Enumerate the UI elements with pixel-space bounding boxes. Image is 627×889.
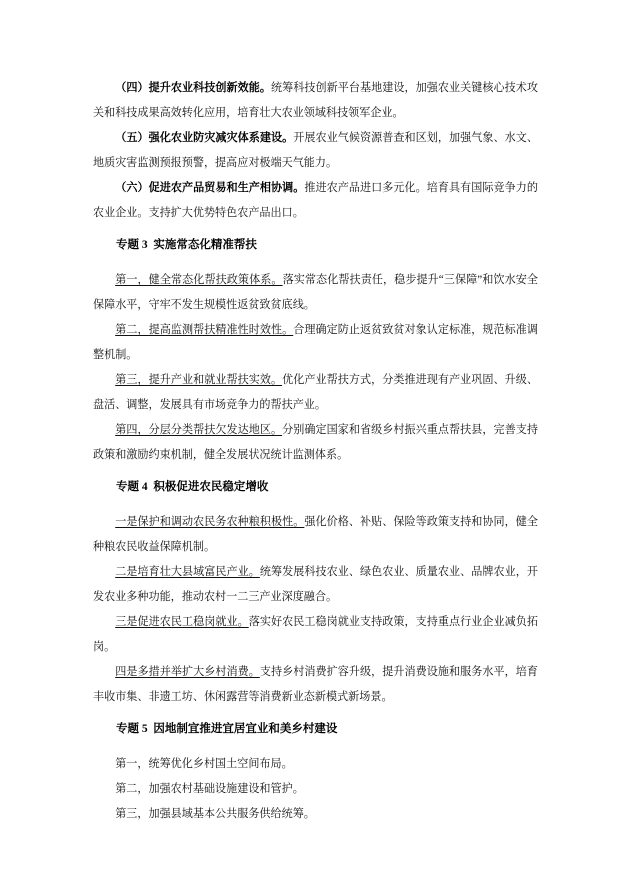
paragraph <box>93 318 538 368</box>
paragraph-body: 支持乡村消费扩容升级，提升消费设施和服务水平，培育丰收市集、非遗工坊、休闲露营等消费新业态新模式新场景。 <box>93 666 538 703</box>
paragraph <box>93 560 538 610</box>
paragraph <box>93 368 538 418</box>
paragraph-lead: 一是保护和调动农民务农种粮积极性。 <box>115 516 305 528</box>
paragraph-lead: 第三，提升产业和就业帮扶实效。 <box>115 374 283 386</box>
paragraph-body: 优化产业帮扶方式，分类推进现有产业巩固、升级、盘活、调整，发展具有市场竞争力的帮扶产业。 <box>93 374 538 411</box>
paragraph-body: 推进农产品进口多元化。培育具有国际竞争力的农业企业。支持扩大优势特色农产品出口。 <box>93 182 538 219</box>
paragraph-lead: 四是多措并举扩大乡村消费。 <box>115 666 260 678</box>
section-heading: 专题 3 实施常态化精准帮扶 <box>116 239 257 251</box>
paragraph <box>93 126 538 176</box>
paragraph: 第二，加强农村基础设施建设和管护。 <box>115 783 304 795</box>
paragraph-lead: 第二，提高监测帮扶精准性时效性。 <box>115 324 294 336</box>
paragraph-lead: （四）提升农业科技创新效能。 <box>115 82 271 94</box>
paragraph-lead: 第一，健全常态化帮扶政策体系。 <box>115 274 283 286</box>
paragraph-lead: 二是培育壮大县域富民产业。 <box>115 566 260 578</box>
paragraph-body: 合理确定防止返贫致贫对象认定标准，规范标准调整机制。 <box>93 324 538 361</box>
paragraph-body: 分别确定国家和省级乡村振兴重点帮扶县，完善支持政策和激励约束机制，健全发展状况统计监测体系。 <box>93 424 538 461</box>
document-body <box>93 76 538 827</box>
paragraph <box>93 176 538 226</box>
paragraph: 第一，统筹优化乡村国土空间布局。 <box>115 758 293 770</box>
section-heading: 专题 4 积极促进农民稳定增收 <box>116 481 269 493</box>
paragraph <box>93 510 538 560</box>
paragraph-lead: （五）强化农业防灾减灾体系建设。 <box>115 132 294 144</box>
paragraph <box>93 76 538 126</box>
paragraph-lead: 第四，分层分类帮扶欠发达地区。 <box>115 424 283 436</box>
paragraph-body: 统筹发展科技农业、绿色农业、质量农业、品牌农业，开发农业多种功能，推动农村一二三产业深度融合。 <box>93 566 538 603</box>
paragraph <box>93 418 538 468</box>
paragraph-body: 统筹科技创新平台基地建设，加强农业关键核心技术攻关和科技成果高效转化应用，培育壮大农业领域科技领军企业。 <box>93 82 538 119</box>
paragraph-lead: 三是促进农民工稳岗就业。 <box>115 616 249 628</box>
paragraph <box>93 660 538 710</box>
paragraph <box>93 610 538 660</box>
paragraph-lead: （六）促进农产品贸易和生产相协调。 <box>115 182 305 194</box>
paragraph-body: 开展农业气候资源普查和区划，加强气象、水文、地质灾害监测预报预警，提高应对极端天气能力。 <box>93 132 538 169</box>
paragraph: 第三，加强县域基本公共服务供给统筹。 <box>115 808 315 820</box>
paragraph-body: 落实常态化帮扶责任，稳步提升“三保障”和饮水安全保障水平，守牢不发生规模性返贫致贫底线。 <box>93 274 538 311</box>
paragraph <box>93 268 538 318</box>
paragraph-body: 落实好农民工稳岗就业支持政策，支持重点行业企业减负拓岗。 <box>93 616 538 653</box>
paragraph-body: 强化价格、补贴、保险等政策支持和协同，健全种粮农民收益保障机制。 <box>93 516 538 553</box>
section-heading: 专题 5 因地制宜推进宜居宜业和美乡村建设 <box>116 723 338 735</box>
